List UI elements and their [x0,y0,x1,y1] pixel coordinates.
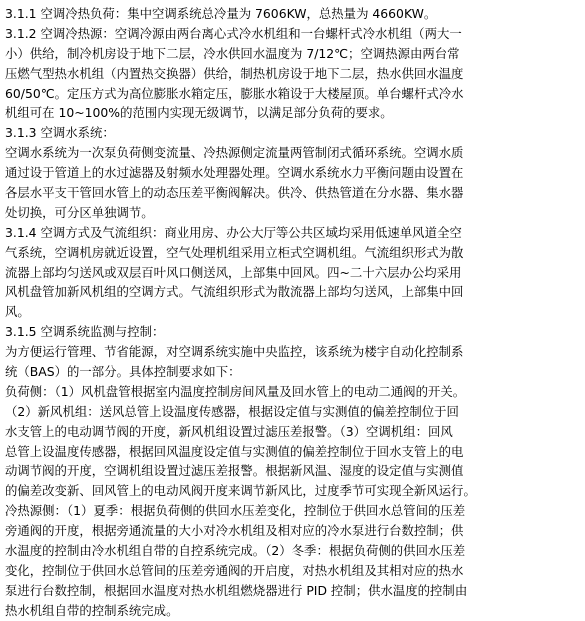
text-line: 小）供给，制冷机房设于地下二层，冷水供回水温度为 7/12℃；空调热源由两台常 [5,45,460,61]
text-line: 为方便运行管理、节省能源，对空调系统实施中央监控，该系统为楼宇自动化控制系 [5,344,464,360]
text-line: 热水机组自带的控制系统完成。 [5,602,179,618]
text-line: 3.1.1 空调冷热负荷：集中空调系统总冷量为 7606KW，总热量为 4660KW。 [5,6,437,21]
text-line: 60/50℃。定压方式为高位膨胀水箱定压，膨胀水箱设于大楼屋顶。单台螺杆式冷水 [5,85,464,101]
text-line: 水支管上的电动调节阀的开度，新风机组设置过滤压差报警。（3）空调机组：回风 [5,423,453,439]
text-line: 各层水平支干管回水管上的动态压差平衡阀解决。供冷、供热管道在分水器、集水器 [5,185,464,201]
text-line: 3.1.3 空调水系统： [5,125,115,141]
text-line: 风。 [5,304,30,320]
text-line: 的偏差改变新、回风管上的电动风阀开度来调节新风比，过度季节可实现全新风运行。 [5,483,476,499]
text-line: 变化，控制位于供回水总管间的压差旁通阀的开启度，对热水机组及其相对应的热水 [5,562,464,578]
text-line: 泵进行台数控制，根据回水温度对热水机组燃烧器进行 PID 控制；供水温度的控制由 [5,582,468,598]
text-line: 处切换，可分区单独调节。 [5,204,154,220]
text-line: 动调节阀的开度，空调机组设置过滤压差报警。根据新风温、湿度的设定值与实测值 [5,463,464,479]
text-line: （2）新风机组：送风总管上设温度传感器，根据设定值与实测值的偏差控制位于回 [5,403,459,419]
text-line: 气系统，空调机房就近设置，空气处理机组采用立柜式空调机组。气流组织形式为散 [5,244,464,260]
text-line: 负荷侧：（1）风机盘管根据室内温度控制房间风量及回水管上的电动二通阀的开关。 [5,383,466,399]
text-line: 冷热源侧：（1）夏季：根据负荷侧的供回水压差变化，控制位于供回水总管间的压差 [5,503,466,519]
text-line: 机组可在 10~100%的范围内实现无级调节，以满足部分负荷的要求。 [5,105,393,121]
text-line: 空调水系统为一次泵负荷侧变流量、冷热源侧定流量两管制闭式循环系统。空调水质 [5,145,464,161]
text-line: 水温度的控制由冷水机组自带的自控系统完成。（2）冬季：根据负荷侧的供回水压差 [5,543,466,559]
text-line: 3.1.2 空调冷热源：空调冷源由两台离心式冷水机组和一台螺杆式冷水机组（两大一 [5,25,462,41]
text-line: 旁通阀的开度，根据旁通流量的大小对冷水机组及相对应的冷水泵进行台数控制；供 [5,523,464,539]
text-line: 3.1.4 空调方式及气流组织：商业用房、办公大厅等公共区域均采用低速单风道全空 [5,224,462,240]
text-line: 通过设于管道上的水过滤器及射频水处理器处理。空调水系统水力平衡问题由设置在 [5,165,464,181]
document-body [5,4,582,621]
text-line: 统（BAS）的一部分。具体控制要求如下： [5,364,241,380]
text-line: 3.1.5 空调系统监测与控制： [5,324,165,340]
text-line: 总管上设温度传感器，根据回风温度设定值与实测值的偏差控制位于回水支管上的电 [5,443,464,459]
text-line: 风机盘管加新风机组的空调方式。气流组织形式为散流器上部均匀送风，上部集中回 [5,284,464,300]
text-line: 流器上部均匀送风或双层百叶风口侧送风，上部集中回风。四~二十六层办公均采用 [5,264,462,280]
text-line: 压燃气型热水机组（内置热交换器）供给，制热机房设于地下二层，热水供回水温度 [5,65,464,81]
